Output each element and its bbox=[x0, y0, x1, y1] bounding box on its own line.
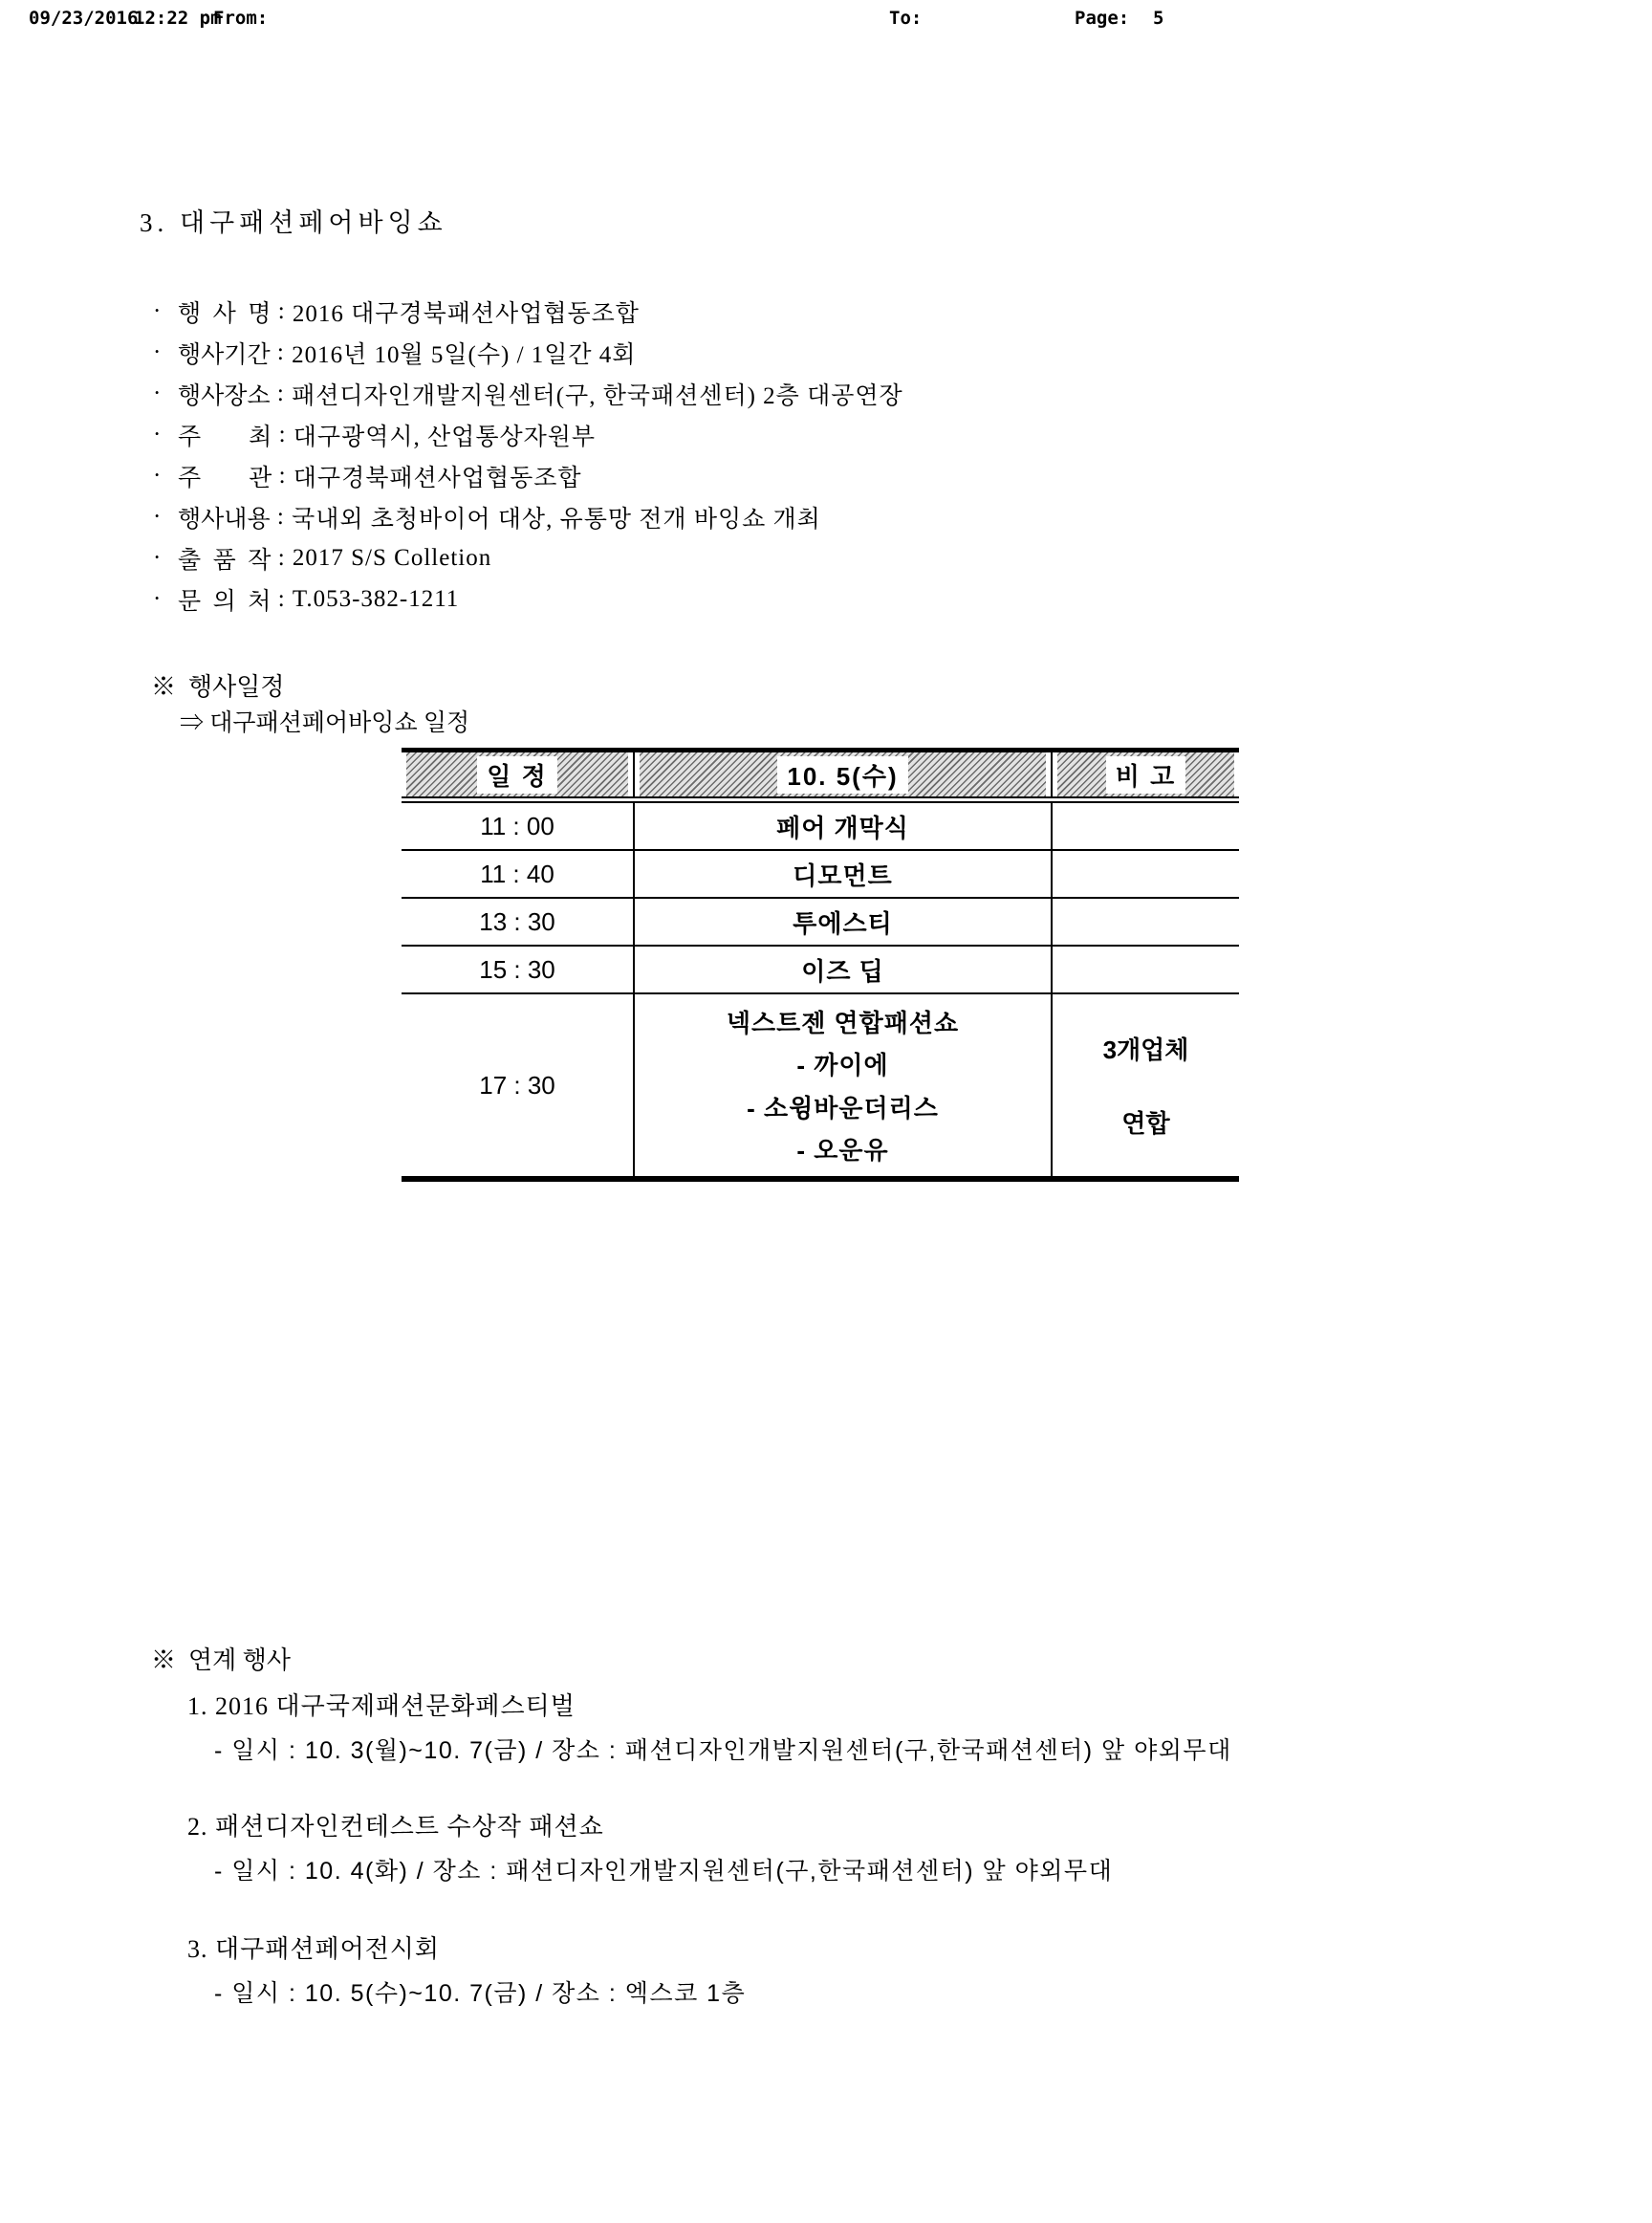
detail-label: 행사내용 bbox=[178, 506, 271, 533]
event-line: - 오운유 bbox=[796, 1135, 889, 1165]
cell-note bbox=[1051, 994, 1239, 1176]
detail-label: 문 의 처 bbox=[178, 588, 272, 615]
detail-value: 2016 대구경북패션사업협동조합 bbox=[292, 300, 640, 327]
cell-time: 15 : 30 bbox=[479, 954, 555, 984]
header-label: 10. 5(수) bbox=[777, 756, 907, 794]
related-event-detail: - 일시 : 10. 4(화) / 장소 : 패션디자인개발지원센터(구,한국패션센터) 앞 야외무대 bbox=[214, 1858, 1114, 1885]
fax-from-label: From: bbox=[213, 8, 269, 29]
bullet-icon: · bbox=[153, 585, 162, 612]
detail-separator: : bbox=[271, 297, 293, 324]
detail-value: 대구광역시, 산업통상자원부 bbox=[293, 424, 597, 450]
list-item bbox=[153, 414, 1652, 455]
related-event-title: 3. 대구패션페어전시회 bbox=[187, 1935, 441, 1963]
related-events-section bbox=[0, 1646, 1652, 2008]
detail-label: 주 관 bbox=[178, 465, 272, 491]
list-item bbox=[153, 455, 1652, 496]
related-event-detail: - 일시 : 10. 3(월)~10. 7(금) / 장소 : 패션디자인개발지원센터(구,한국패션센터) 앞 야외무대 bbox=[214, 1737, 1232, 1764]
detail-label: 행 사 명 bbox=[178, 300, 272, 327]
list-item bbox=[153, 578, 1652, 620]
detail-separator: : bbox=[271, 544, 293, 571]
fax-page-number: 5 bbox=[1153, 8, 1164, 29]
header-cell-date bbox=[633, 752, 1051, 796]
detail-separator: : bbox=[272, 421, 293, 447]
detail-label: 행사장소 bbox=[178, 382, 271, 409]
note-line: 연합 bbox=[1121, 1109, 1170, 1138]
detail-value: 패션디자인개발지원센터(구, 한국패션센터) 2층 대공연장 bbox=[292, 382, 903, 409]
detail-separator: : bbox=[272, 462, 293, 489]
cell-event: 이즈 딥 bbox=[633, 947, 1051, 992]
cell-event bbox=[633, 994, 1051, 1176]
list-item bbox=[153, 373, 1652, 414]
cell-event: 페어 개막식 bbox=[633, 803, 1051, 849]
related-event-detail: - 일시 : 10. 5(수)~10. 7(금) / 장소 : 엑스코 1층 bbox=[214, 1980, 747, 2007]
bullet-icon: · bbox=[153, 297, 162, 324]
event-line: 넥스트젠 연합패션쇼 bbox=[726, 1009, 960, 1037]
bullet-icon: · bbox=[153, 421, 162, 447]
header-label: 일 정 bbox=[477, 756, 556, 794]
fax-time: 12:22 pm bbox=[134, 8, 222, 29]
schedule-section-subheading: ⇒ 대구패션페어바잉쇼 일정 bbox=[180, 710, 470, 736]
cell-note bbox=[1051, 947, 1239, 992]
header-cell-note bbox=[1051, 752, 1239, 796]
detail-label: 출 품 작 bbox=[178, 547, 272, 574]
cell-time: 11 : 00 bbox=[480, 811, 554, 840]
bullet-icon: · bbox=[153, 338, 162, 365]
bullet-icon: · bbox=[153, 462, 162, 489]
fax-date: 09/23/2016 bbox=[29, 8, 139, 29]
table-row bbox=[402, 947, 1239, 994]
detail-separator: : bbox=[270, 338, 293, 365]
bullet-icon: · bbox=[153, 544, 162, 571]
cell-time: 17 : 30 bbox=[479, 1070, 555, 1100]
schedule-table bbox=[402, 748, 1239, 1182]
detail-value: 2016년 10월 5일(수) / 1일간 4회 bbox=[292, 341, 637, 368]
detail-separator: : bbox=[270, 380, 293, 406]
list-item bbox=[153, 291, 1652, 332]
detail-separator: : bbox=[270, 503, 293, 530]
cell-note bbox=[1051, 851, 1239, 897]
related-event-title: 1. 2016 대구국제패션문화페스티벌 bbox=[187, 1692, 576, 1720]
cell-time: 13 : 30 bbox=[479, 906, 555, 936]
table-row bbox=[402, 803, 1239, 851]
event-info-section bbox=[0, 207, 1652, 739]
detail-label: 행사기간 bbox=[178, 341, 271, 368]
event-line: - 소윙바운더리스 bbox=[747, 1093, 939, 1122]
schedule-table-header-row bbox=[402, 752, 1239, 803]
detail-label: 주 최 bbox=[178, 424, 272, 450]
table-row bbox=[402, 899, 1239, 947]
list-item bbox=[153, 537, 1652, 578]
list-item bbox=[153, 496, 1652, 537]
bullet-icon: · bbox=[153, 380, 162, 406]
cell-event: 디모먼트 bbox=[633, 851, 1051, 897]
detail-value: 대구경북패션사업협동조합 bbox=[293, 465, 582, 491]
event-line: - 까이에 bbox=[796, 1051, 889, 1080]
event-details-list bbox=[0, 291, 1652, 620]
list-item bbox=[153, 332, 1652, 373]
header-cell-time bbox=[402, 752, 633, 796]
detail-value: 2017 S/S Colletion bbox=[292, 544, 492, 571]
note-line: 3개업체 bbox=[1102, 1035, 1189, 1064]
table-row bbox=[402, 851, 1239, 899]
schedule-section-heading: ※ 행사일정 bbox=[151, 673, 285, 701]
cell-event: 투에스티 bbox=[633, 899, 1051, 945]
related-event-title: 2. 패션디자인컨테스트 수상작 패션쇼 bbox=[187, 1813, 604, 1841]
fax-page-label: Page: bbox=[1075, 8, 1130, 29]
header-label: 비 고 bbox=[1106, 756, 1185, 794]
fax-to-label: To: bbox=[889, 8, 923, 29]
cell-note bbox=[1051, 803, 1239, 849]
related-events-heading: ※ 연계 행사 bbox=[151, 1646, 291, 1674]
detail-value: 국내외 초청바이어 대상, 유통망 전개 바잉쇼 개최 bbox=[292, 506, 821, 533]
table-row bbox=[402, 994, 1239, 1176]
detail-value: T.053-382-1211 bbox=[292, 585, 460, 612]
cell-time: 11 : 40 bbox=[480, 859, 554, 888]
cell-note bbox=[1051, 899, 1239, 945]
detail-separator: : bbox=[271, 585, 293, 612]
page-title: 3. 대구패션페어바잉쇼 bbox=[140, 208, 447, 237]
bullet-icon: · bbox=[153, 503, 162, 530]
